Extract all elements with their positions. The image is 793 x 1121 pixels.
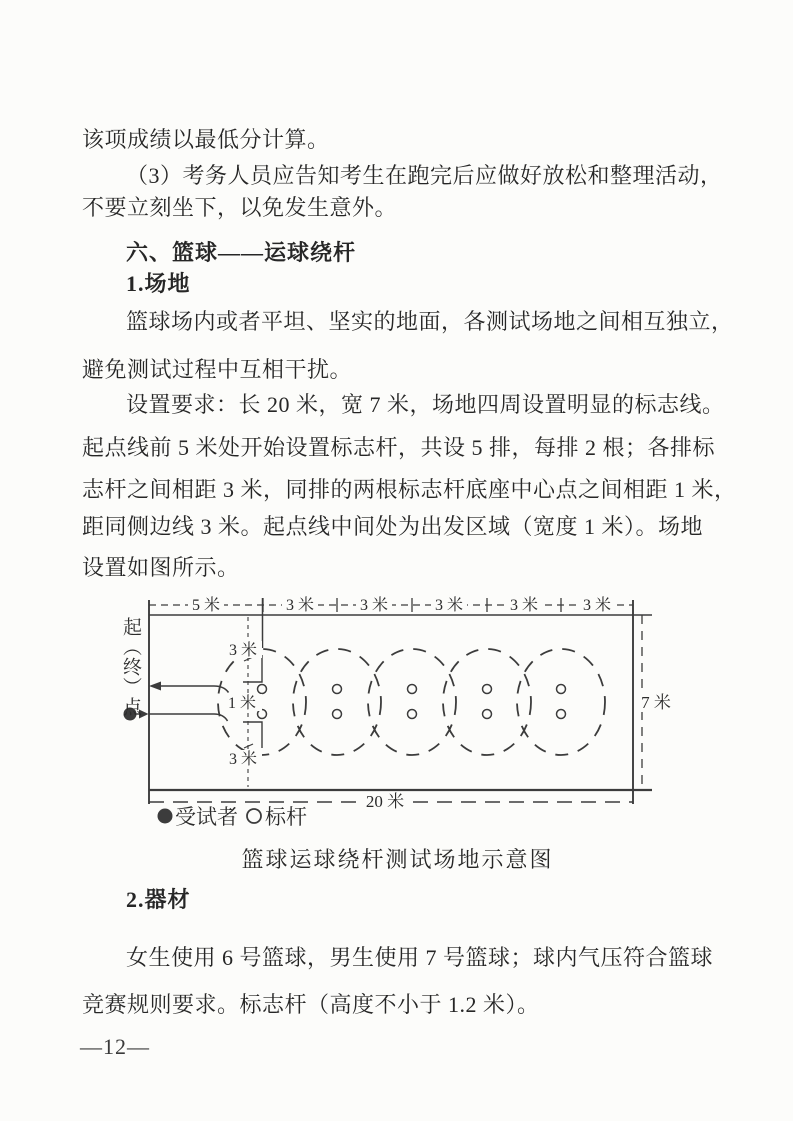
legend-pole-circle-icon [247, 809, 261, 823]
text-line-13: 女生使用 6 号篮球，男生使用 7 号篮球；球内气压符合篮球 [126, 945, 714, 970]
marker-poles [258, 685, 566, 719]
start-finish-label: 起（终）点 [120, 617, 141, 717]
subsection-heading-equipment: 2.器材 [126, 887, 191, 912]
finish-arrowhead-icon [149, 682, 161, 691]
legend-tester-label: 受试者 [175, 805, 238, 829]
legend [158, 805, 308, 829]
page-number: —12— [80, 1034, 150, 1059]
dimension-labels [192, 596, 671, 811]
dim-lane-bottom: 3 米 [228, 751, 258, 768]
diagram-linework [136, 598, 652, 804]
label-plates [188, 596, 676, 810]
text-line-14: 竞赛规则要求。标志杆（高度不小于 1.2 米）。 [82, 992, 540, 1017]
text-line-7: 设置要求：长 20 米，宽 7 米，场地四周设置明显的标志线。 [126, 392, 725, 417]
upper-pole-bracket [243, 655, 262, 682]
dim-3m-5: 3 米 [582, 597, 612, 614]
text-line-1: （3）考务人员应告知考生在跑完后应做好放松和整理活动， [126, 163, 723, 188]
diagram-caption: 篮球运球绕杆测试场地示意图 [241, 847, 554, 872]
text-line-8: 起点线前 5 米处开始设置标志杆，共设 5 排，每排 2 根；各排标 [82, 435, 716, 460]
dim-3m-4: 3 米 [509, 597, 539, 614]
dim-3m-2: 3 米 [359, 597, 389, 614]
subsection-heading-site: 1.场地 [126, 271, 191, 296]
court-diagram-svg [115, 595, 695, 830]
dim-lane-gap: 1 米 [227, 695, 257, 712]
dim-20m: 20 米 [365, 792, 405, 811]
dim-7m: 7 米 [641, 693, 671, 712]
dim-5m: 5 米 [191, 597, 221, 614]
text-line-10: 距同侧边线 3 米。起点线中间处为出发区域（宽度 1 米）。场地 [82, 514, 704, 539]
text-line-9: 志杆之间相距 3 米，同排的两根标志杆底座中心点之间相距 1 米， [82, 477, 737, 502]
legend-pole-label: 标杆 [265, 805, 307, 829]
text-line-6: 避免测试过程中互相干扰。 [82, 357, 353, 382]
text-line-0: 该项成绩以最低分计算。 [82, 127, 330, 152]
dim-3m-1: 3 米 [285, 597, 315, 614]
text-line-5: 篮球场内或者平坦、坚实的地面，各测试场地之间相互独立， [126, 309, 734, 334]
legend-tester-dot-icon [158, 809, 173, 824]
text-line-11: 设置如图所示。 [82, 555, 240, 580]
court-diagram [115, 595, 695, 830]
dim-lane-top: 3 米 [228, 642, 258, 659]
dim-3m-3: 3 米 [434, 597, 464, 614]
section-heading-basketball: 六、篮球——运球绕杆 [126, 240, 357, 265]
text-line-2: 不要立刻坐下，以免发生意外。 [82, 195, 398, 220]
